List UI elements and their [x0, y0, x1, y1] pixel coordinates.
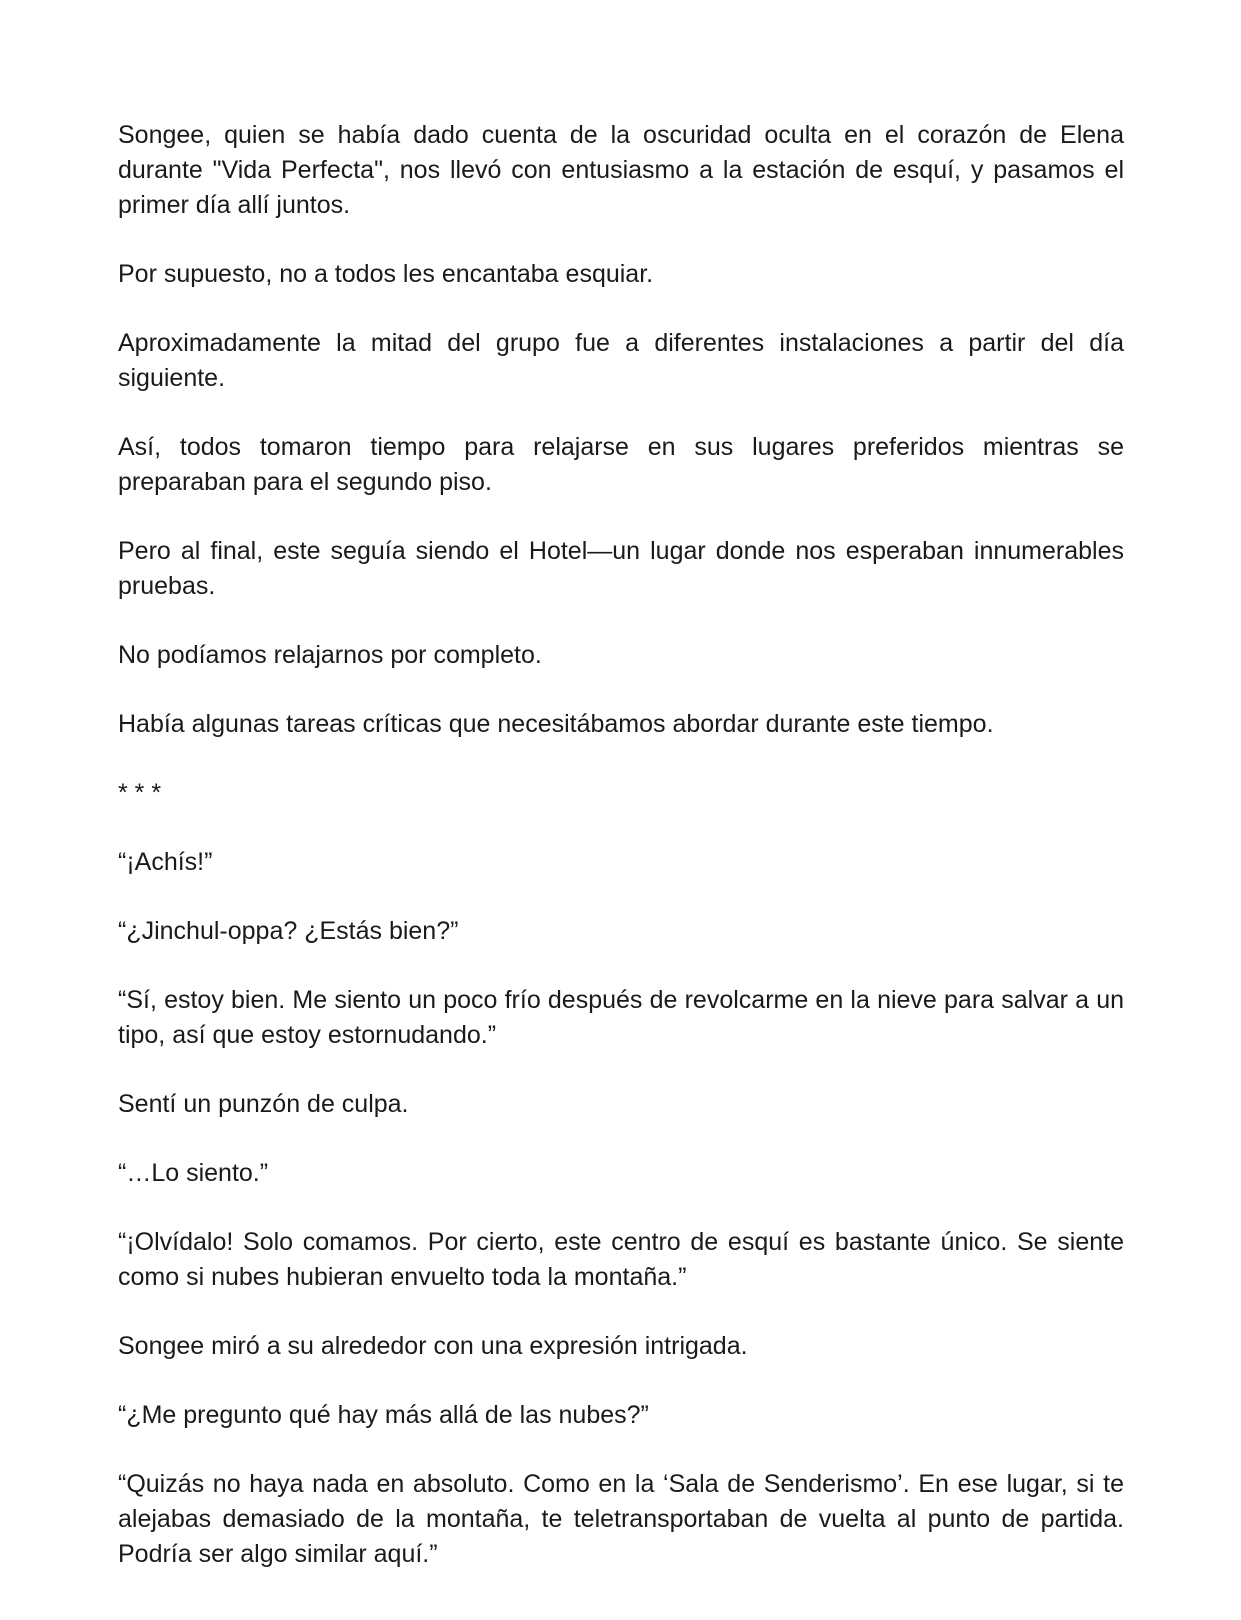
paragraph: Sentí un punzón de culpa. — [118, 1090, 409, 1118]
paragraph: Aproximadamente la mitad del grupo fue a diferentes instalaciones a partir del día siguiente. — [118, 329, 1124, 392]
scene-break: * * * — [118, 779, 162, 807]
paragraph: No podíamos relajarnos por completo. — [118, 641, 542, 669]
paragraph: Por supuesto, no a todos les encantaba esquiar. — [118, 260, 654, 288]
paragraph: Songee miró a su alrededor con una expresión intrigada. — [118, 1332, 748, 1360]
paragraph: Había algunas tareas críticas que necesitábamos abordar durante este tiempo. — [118, 710, 994, 738]
dialogue-line: “…Lo siento.” — [118, 1159, 269, 1187]
body-text — [118, 118, 1124, 1572]
paragraph: Así, todos tomaron tiempo para relajarse en sus lugares preferidos mientras se preparaban para el segundo piso. — [118, 433, 1124, 496]
dialogue-line: “¡Achís!” — [118, 848, 213, 876]
dialogue-line: “Quizás no haya nada en absoluto. Como en la ‘Sala de Senderismo’. En ese lugar, si te alejabas demasiado de la montaña, te teletransportaban de vuelta al punto de partida. Podría ser algo similar aquí.” — [118, 1470, 1124, 1568]
dialogue-line: “¿Jinchul-oppa? ¿Estás bien?” — [118, 917, 459, 945]
dialogue-line: “¿Me pregunto qué hay más allá de las nubes?” — [118, 1401, 649, 1429]
paragraph: Pero al final, este seguía siendo el Hotel—un lugar donde nos esperaban innumerables pruebas. — [118, 537, 1124, 600]
paragraph: Songee, quien se había dado cuenta de la oscuridad oculta en el corazón de Elena durante "Vida Perfecta", nos llevó con entusiasmo a la estación de esquí, y pasamos el primer día allí juntos. — [118, 121, 1124, 219]
dialogue-line: “Sí, estoy bien. Me siento un poco frío después de revolcarme en la nieve para salvar a un tipo, así que estoy estornudando.” — [118, 986, 1124, 1049]
dialogue-line: “¡Olvídalo! Solo comamos. Por cierto, este centro de esquí es bastante único. Se siente como si nubes hubieran envuelto toda la montaña.” — [118, 1228, 1124, 1291]
